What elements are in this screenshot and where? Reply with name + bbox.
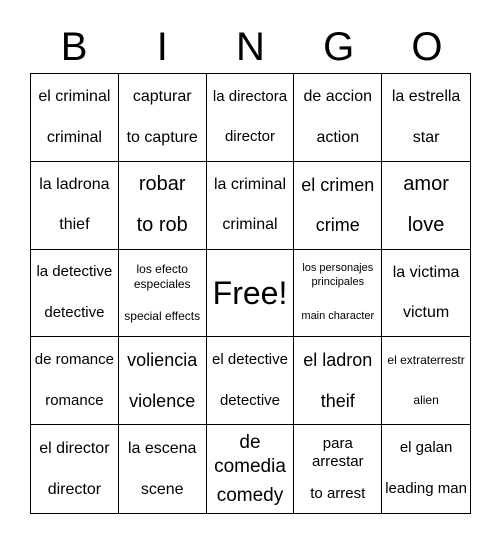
cell-term: voliencia [127,350,198,371]
cell-term: la escena [127,439,197,457]
bingo-cell[interactable] [294,74,382,162]
cell-meaning: director [47,480,102,498]
cell-meaning: love [407,213,445,236]
bingo-cell[interactable] [31,337,119,425]
bingo-cell[interactable] [31,74,119,162]
cell-term: el detective [212,351,288,369]
header-letter-i: I [156,25,168,69]
cell-term: amor [403,173,449,196]
cell-meaning: thief [59,216,90,234]
cell-meaning: theif [320,390,355,411]
cell-meaning: criminal [222,216,278,234]
cell-term: el director [39,439,110,457]
cell-term: los personajes principales [302,262,374,289]
bingo-cell[interactable] [294,162,382,250]
cell-term: el ladron [303,350,373,371]
bingo-cell[interactable] [207,425,295,513]
cell-term: el criminal [38,88,111,106]
cell-term: capturar [132,88,192,106]
bingo-cell[interactable] [382,250,470,338]
cell-term: de romance [34,351,114,369]
cell-meaning: scene [140,480,184,498]
cell-meaning: detective [219,391,281,409]
bingo-cell[interactable] [382,425,470,513]
bingo-cell[interactable] [382,337,470,425]
cell-meaning: violence [129,390,196,411]
header-letter-b: B [60,25,88,69]
bingo-cell[interactable] [294,250,382,338]
cell-term: robar [138,173,186,196]
cell-term: el extraterrestr [387,353,465,368]
cell-meaning: action [316,128,360,146]
cell-meaning: victum [402,304,450,322]
cell-meaning: special effects [124,309,201,324]
cell-meaning: crime [315,215,360,236]
bingo-header [30,16,471,78]
bingo-cell[interactable] [119,74,207,162]
cell-meaning: criminal [46,128,102,146]
cell-term: el crimen [301,174,375,195]
header-letter-o: O [411,25,443,69]
bingo-cell[interactable] [207,162,295,250]
cell-term: de comedia [214,431,286,477]
bingo-cell[interactable] [294,425,382,513]
cell-term: la victima [392,263,460,281]
cell-term: los efecto especiales [133,261,191,291]
bingo-cell[interactable] [31,425,119,513]
header-letter-n: N [236,25,265,69]
cell-term: la directora [212,87,288,105]
bingo-cell[interactable] [382,162,470,250]
free-space-label: Free! [212,274,288,311]
bingo-cell[interactable] [207,337,295,425]
cell-meaning: director [224,128,275,146]
cell-term: para arrestar [311,434,364,471]
bingo-cell[interactable] [119,425,207,513]
free-space-cell[interactable] [207,250,295,338]
cell-meaning: main character [301,309,375,322]
cell-meaning: to rob [136,213,188,236]
cell-meaning: leading man [385,480,467,498]
bingo-cell[interactable] [119,250,207,338]
cell-meaning: romance [45,391,104,409]
bingo-cell[interactable] [31,250,119,338]
bingo-cell[interactable] [294,337,382,425]
bingo-cell[interactable] [119,162,207,250]
cell-term: la criminal [213,175,286,193]
cell-term: de accion [303,88,373,106]
cell-term: el galan [399,439,453,457]
cell-term: la ladrona [39,175,110,193]
bingo-board [30,73,471,514]
cell-meaning: comedy [216,484,284,506]
cell-meaning: detective [44,303,105,321]
cell-meaning: alien [413,393,439,408]
header-letter-g: G [323,25,355,69]
cell-term: la estrella [391,88,461,106]
cell-meaning: star [412,128,440,146]
bingo-cell[interactable] [119,337,207,425]
bingo-cell[interactable] [382,74,470,162]
bingo-cell[interactable] [207,74,295,162]
cell-meaning: to arrest [310,484,366,502]
cell-meaning: to capture [126,128,198,146]
cell-term: la detective [36,263,113,281]
bingo-cell[interactable] [31,162,119,250]
